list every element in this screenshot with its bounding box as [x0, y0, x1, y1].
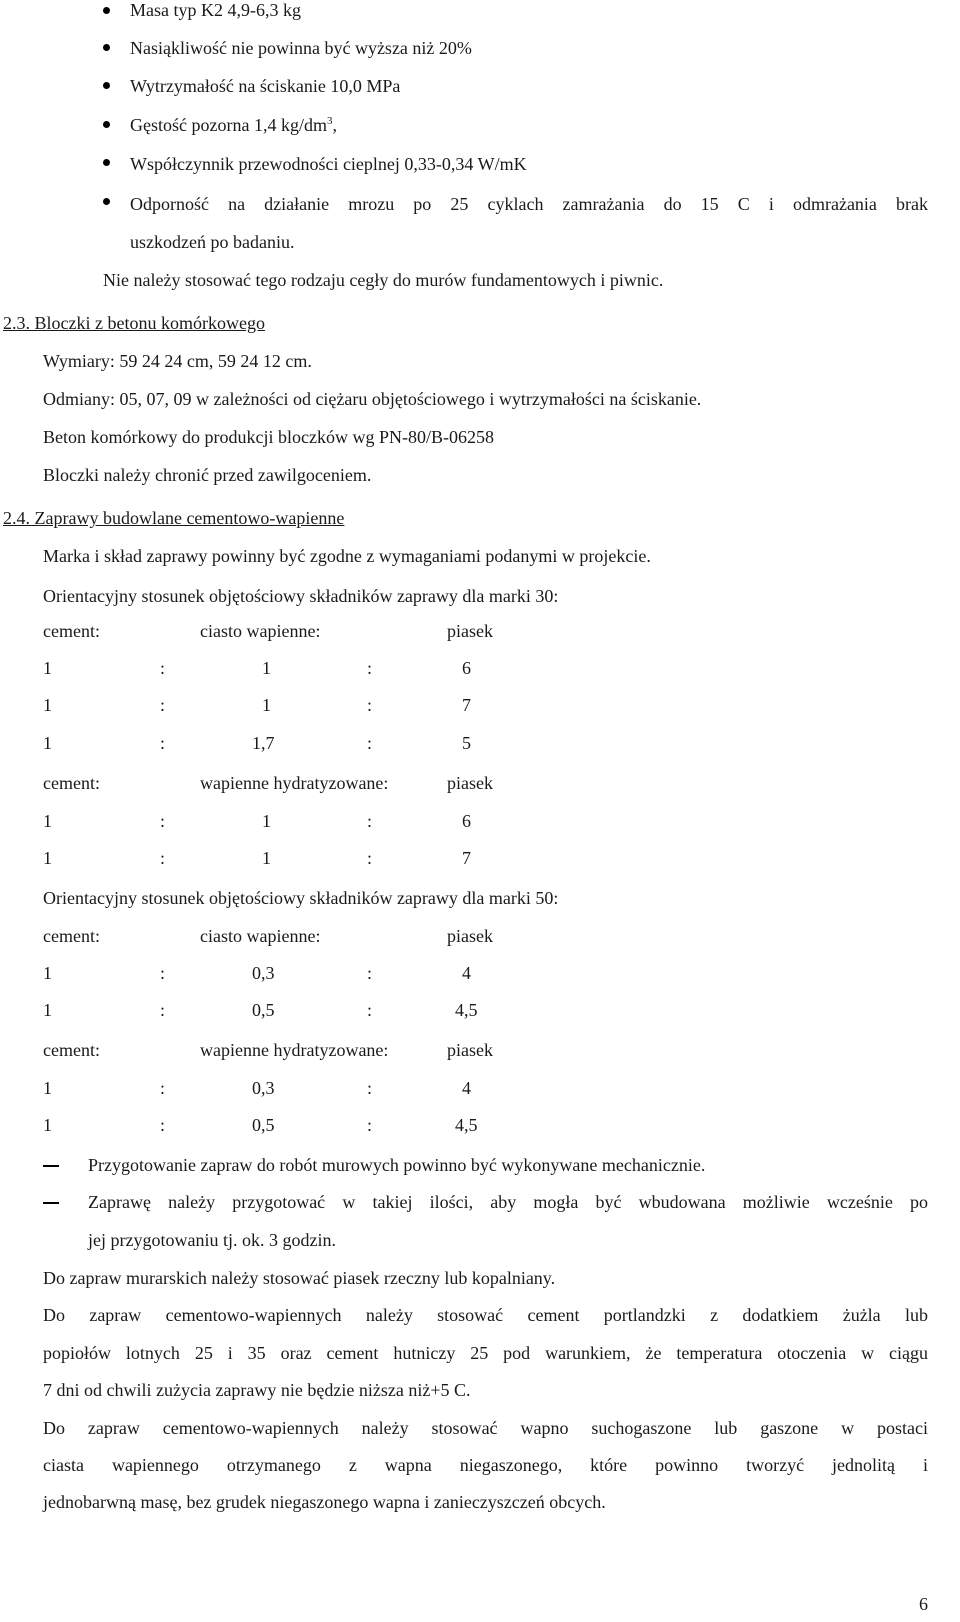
density-tail: ,: [332, 115, 337, 135]
t30b-r1-c2: 1: [262, 811, 271, 831]
dash-item-quantity: Zaprawę należy przygotować w takiej ilości, aby mogła być wbudowana możliwie wcześnie po: [88, 1192, 928, 1212]
t50b-r2-sep2: :: [367, 1115, 373, 1135]
para-cement-1: Do zapraw cementowo-wapiennych należy stosować cement portlandzki z dodatkiem żużla lub: [43, 1305, 928, 1325]
bullet-icon: [103, 121, 110, 128]
t30a-r2-c3: 7: [462, 695, 471, 715]
t50a-r2-sep1: :: [160, 1000, 166, 1020]
t30b-r2-c1: 1: [43, 848, 52, 868]
t30a-r3-c1: 1: [43, 733, 52, 753]
bullet-icon: [103, 44, 110, 51]
t50b-r1-c2: 0,3: [252, 1078, 275, 1098]
dash-icon: [43, 1202, 59, 1204]
bullet-icon: [103, 82, 110, 89]
t50a-r1-c2: 0,3: [252, 963, 275, 983]
t30a-head-cement: cement:: [43, 621, 100, 641]
t30b-r2-sep2: :: [367, 848, 373, 868]
s23-variants: Odmiany: 05, 07, 09 w zależności od ciężaru objętościowego i wytrzymałości na ściskanie.: [43, 389, 702, 409]
t50b-r2-c2: 0,5: [252, 1115, 275, 1135]
s24-intro: Marka i skład zaprawy powinny być zgodne z wymaganiami podanymi w projekcie.: [43, 546, 651, 566]
heading-2-4: 2.4. Zaprawy budowlane cementowo-wapienne: [3, 508, 345, 528]
t30a-head-sand: piasek: [447, 621, 493, 641]
t30a-r1-c3: 6: [462, 658, 471, 678]
density-text: Gęstość pozorna 1,4 kg/dm: [130, 115, 327, 135]
t50a-r2-sep2: :: [367, 1000, 373, 1020]
t50b-r1-sep2: :: [367, 1078, 373, 1098]
t50a-r1-c3: 4: [462, 963, 471, 983]
t50a-r1-sep1: :: [160, 963, 166, 983]
t50a-head-cement: cement:: [43, 926, 100, 946]
para-sand: Do zapraw murarskich należy stosować piasek rzeczny lub kopalniany.: [43, 1268, 556, 1288]
dash-icon: [43, 1165, 59, 1167]
t30b-r2-c3: 7: [462, 848, 471, 868]
s23-standard: Beton komórkowy do produkcji bloczków wg PN-80/B-06258: [43, 427, 494, 447]
dash-item-mechanical: Przygotowanie zapraw do robót murowych powinno być wykonywane mechanicznie.: [88, 1155, 706, 1175]
heading-2-3: 2.3. Bloczki z betonu komórkowego: [3, 313, 265, 333]
t50b-r2-c1: 1: [43, 1115, 52, 1135]
t30b-r1-sep2: :: [367, 811, 373, 831]
t50b-r1-sep1: :: [160, 1078, 166, 1098]
para-cement-3: 7 dni od chwili zużycia zaprawy nie będzie niższa niż+5 C.: [43, 1380, 471, 1400]
para-cement-2: popiołów lotnych 25 i 35 oraz cement hutniczy 25 pod warunkiem, że temperatura otoczenia w ciągu: [43, 1343, 928, 1363]
warning-text: Nie należy stosować tego rodzaju cegły do murów fundamentowych i piwnic.: [103, 270, 664, 290]
prop-thermal: Współczynnik przewodności cieplnej 0,33-0,34 W/mK: [130, 154, 527, 174]
prop-frost-cont: uszkodzeń po badaniu.: [130, 232, 295, 252]
t30a-r2-sep2: :: [367, 695, 373, 715]
t30b-r2-sep1: :: [160, 848, 166, 868]
t50a-head-sand: piasek: [447, 926, 493, 946]
t30a-r1-c2: 1: [262, 658, 271, 678]
t50b-head-cement: cement:: [43, 1040, 100, 1060]
bullet-icon: [103, 198, 110, 205]
t30a-r1-sep1: :: [160, 658, 166, 678]
t30b-head-lime: wapienne hydratyzowane:: [200, 773, 389, 793]
s24-mark50: Orientacyjny stosunek objętościowy składników zaprawy dla marki 50:: [43, 888, 559, 908]
para-lime-2: ciasta wapiennego otrzymanego z wapna niegaszonego, które powinno tworzyć jednolitą i: [43, 1455, 928, 1475]
t50b-r1-c3: 4: [462, 1078, 471, 1098]
t30a-r3-c2: 1,7: [252, 733, 275, 753]
bullet-icon: [103, 159, 110, 166]
t30a-r3-c3: 5: [462, 733, 471, 753]
bullet-icon: [103, 7, 110, 14]
t30b-r1-c1: 1: [43, 811, 52, 831]
t30a-r2-c2: 1: [262, 695, 271, 715]
s24-mark30: Orientacyjny stosunek objętościowy składników zaprawy dla marki 30:: [43, 586, 559, 606]
t50a-r2-c3: 4,5: [455, 1000, 478, 1020]
t30a-r3-sep1: :: [160, 733, 166, 753]
prop-frost: Odporność na działanie mrozu po 25 cyklach zamrażania do 15 C i odmrażania brak: [130, 194, 928, 214]
t50b-r1-c1: 1: [43, 1078, 52, 1098]
dash-item-quantity-cont: jej przygotowaniu tj. ok. 3 godzin.: [88, 1230, 336, 1250]
t30b-r1-sep1: :: [160, 811, 166, 831]
t30a-r1-c1: 1: [43, 658, 52, 678]
t50a-r1-c1: 1: [43, 963, 52, 983]
para-lime-3: jednobarwną masę, bez grudek niegaszonego wapna i zanieczyszczeń obcych.: [43, 1492, 606, 1512]
s23-protection: Bloczki należy chronić przed zawilgoceniem.: [43, 465, 372, 485]
t30b-head-cement: cement:: [43, 773, 100, 793]
prop-density: [130, 113, 337, 137]
t50a-r2-c2: 0,5: [252, 1000, 275, 1020]
s23-dimensions: Wymiary: 59 24 24 cm, 59 24 12 cm.: [43, 351, 312, 371]
prop-absorption: Nasiąkliwość nie powinna być wyższa niż 20%: [130, 38, 472, 58]
t30b-r2-c2: 1: [262, 848, 271, 868]
density-superscript: 3: [326, 115, 333, 127]
t50b-head-lime: wapienne hydratyzowane:: [200, 1040, 389, 1060]
para-lime-1: Do zapraw cementowo-wapiennych należy stosować wapno suchogaszone lub gaszone w postaci: [43, 1418, 928, 1438]
t50a-r2-c1: 1: [43, 1000, 52, 1020]
t30a-r2-sep1: :: [160, 695, 166, 715]
t30b-r1-c3: 6: [462, 811, 471, 831]
t30a-r1-sep2: :: [367, 658, 373, 678]
page-number: 6: [919, 1594, 928, 1614]
t30a-head-lime: ciasto wapienne:: [200, 621, 321, 641]
t30a-r2-c1: 1: [43, 695, 52, 715]
prop-strength: Wytrzymałość na ściskanie 10,0 MPa: [130, 76, 401, 96]
t50a-head-lime: ciasto wapienne:: [200, 926, 321, 946]
t50b-r2-sep1: :: [160, 1115, 166, 1135]
t50b-head-sand: piasek: [447, 1040, 493, 1060]
t50a-r1-sep2: :: [367, 963, 373, 983]
prop-mass: Masa typ K2 4,9-6,3 kg: [130, 0, 301, 20]
t50b-r2-c3: 4,5: [455, 1115, 478, 1135]
t30a-r3-sep2: :: [367, 733, 373, 753]
t30b-head-sand: piasek: [447, 773, 493, 793]
